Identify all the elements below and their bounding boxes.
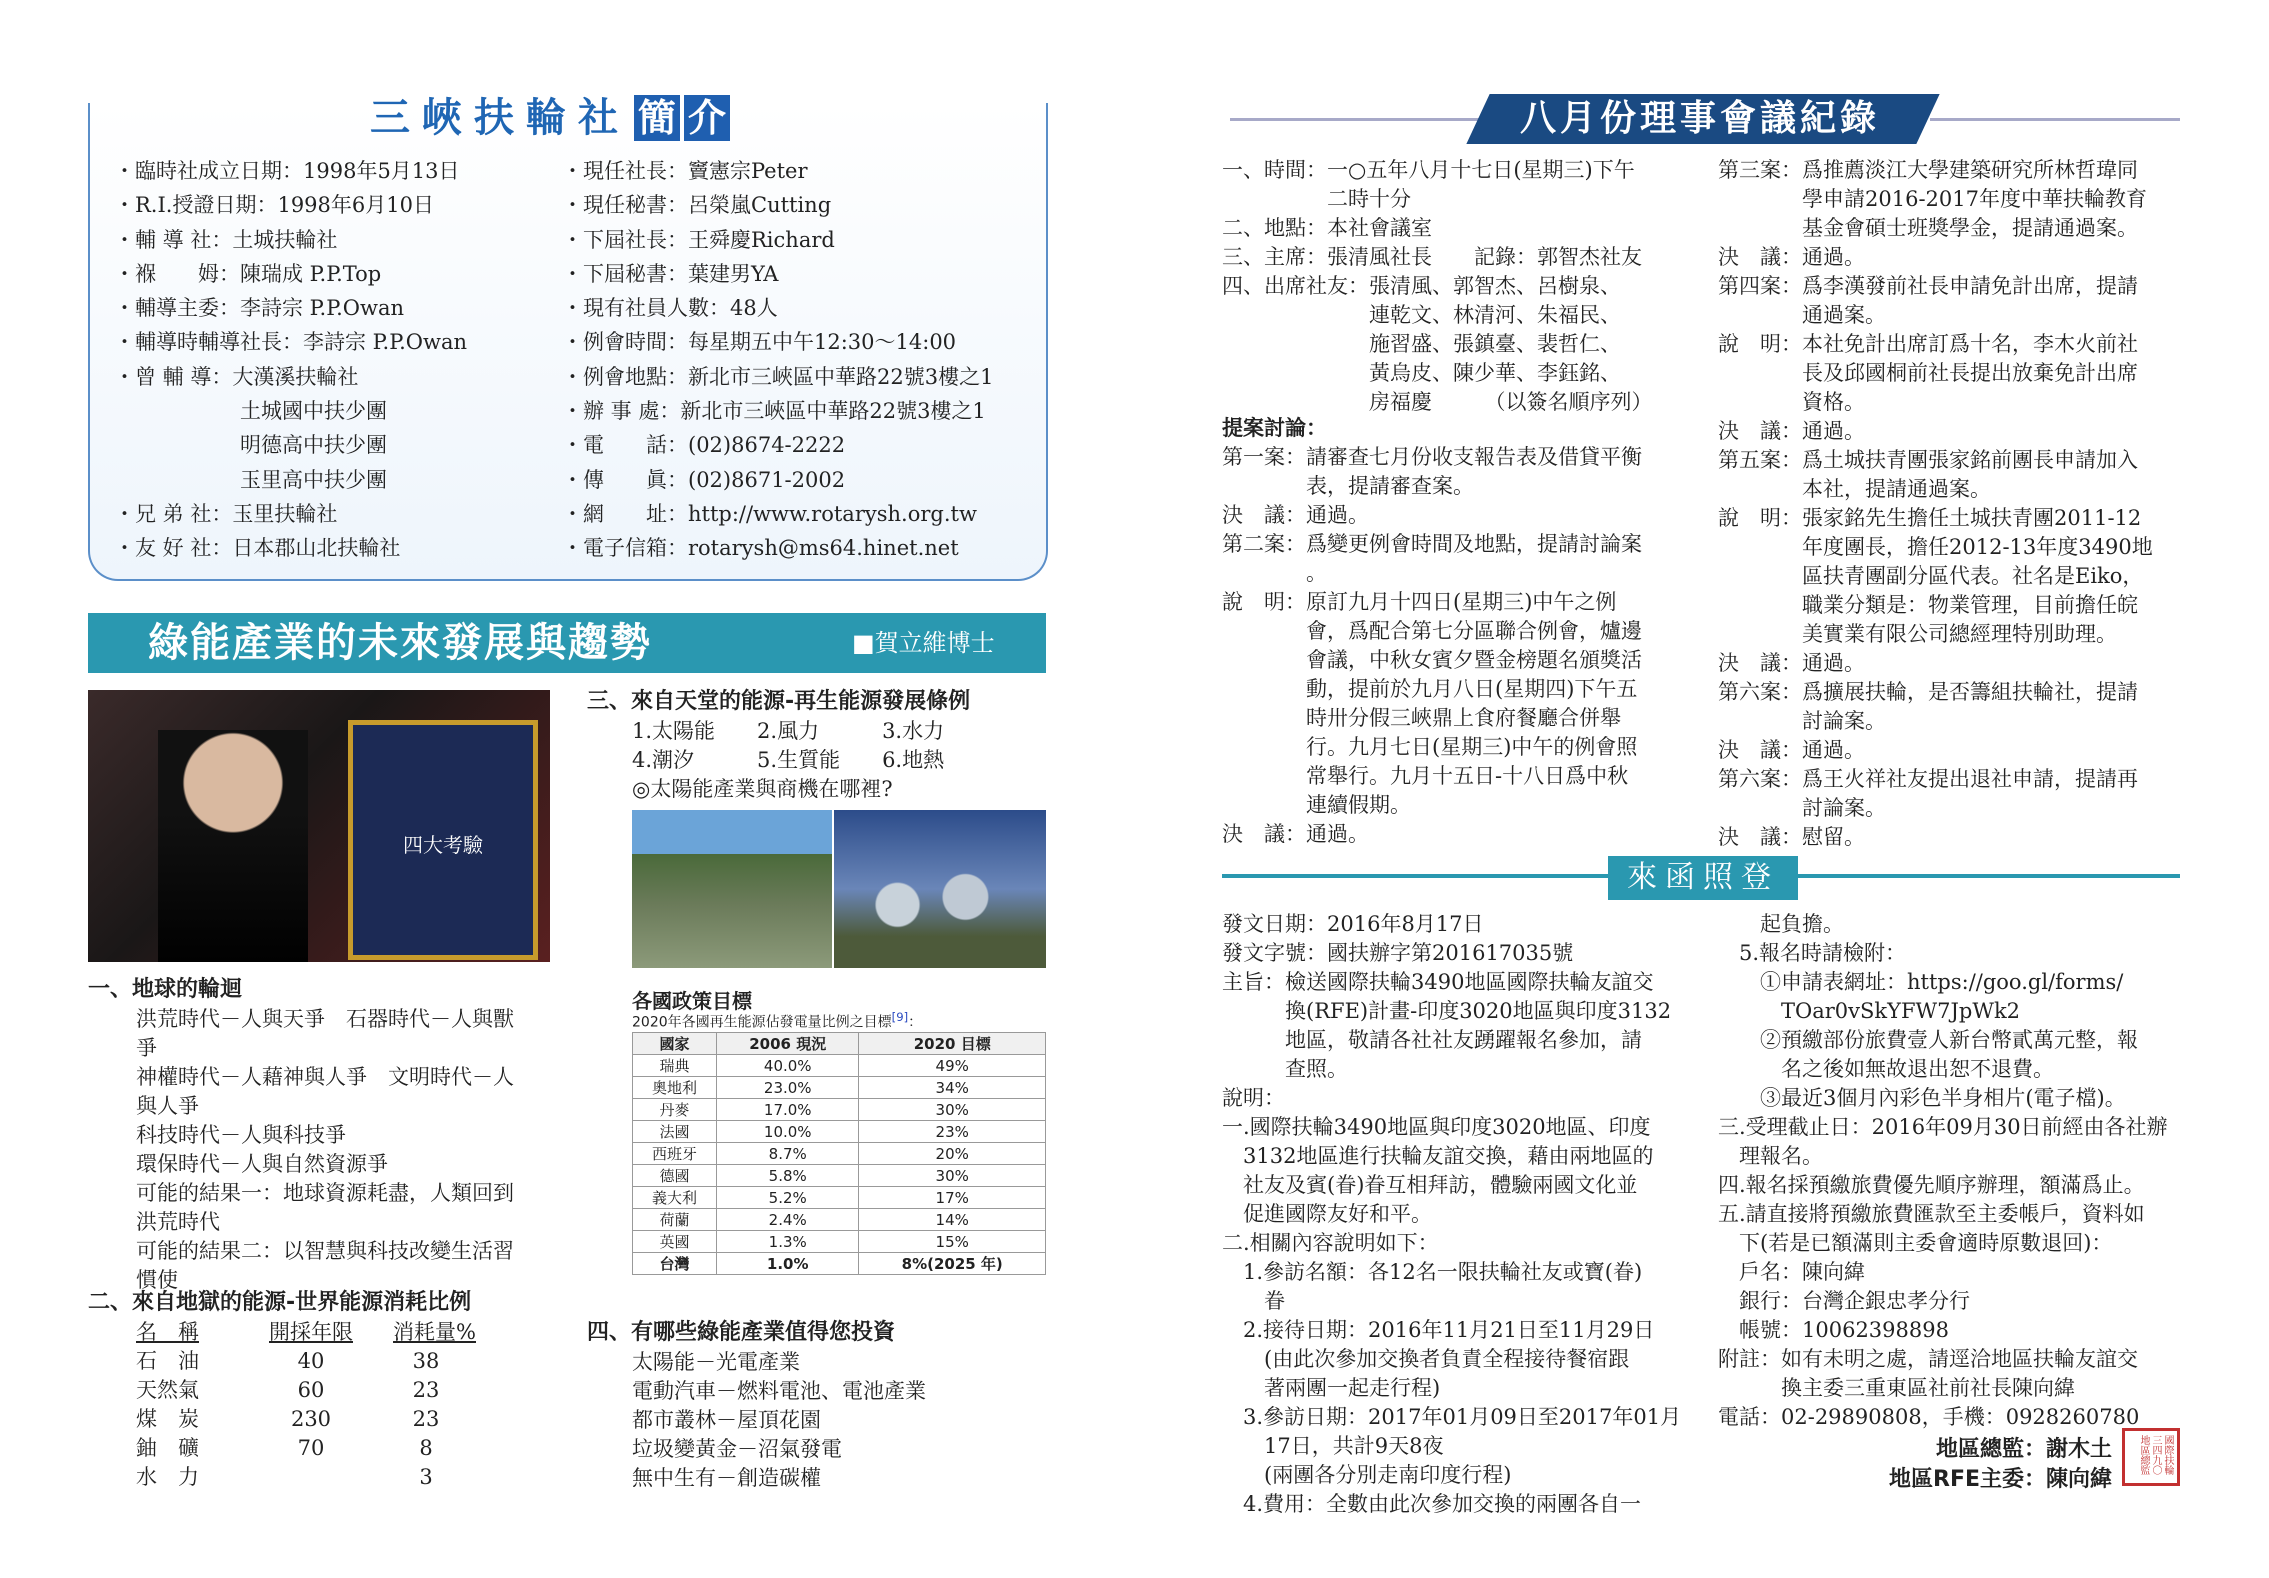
text-line: 著兩團一起走行程) (1222, 1376, 1441, 1400)
text-line: 資格。 (1718, 390, 1865, 414)
text-line: 可能的結果二：以智慧與科技改變生活習 (136, 1239, 514, 1263)
energy-cell: 水 力 (136, 1465, 199, 1489)
text-line: 說 明：原訂九月十四日(星期三)中午之例 (1222, 590, 1617, 614)
text-line: 討論案。 (1718, 709, 1886, 733)
text-line: 銀行：台灣企銀忠孝分行 (1718, 1289, 1970, 1313)
energy-cell: 天然氣 (136, 1378, 199, 1402)
text-line: 第二案：爲變更例會時間及地點，提請討論案 (1222, 532, 1642, 556)
text-line: 洪荒時代 (136, 1210, 220, 1234)
text-line: 查照。 (1222, 1057, 1348, 1081)
photo-sign-text: 四大考驗 (403, 833, 483, 857)
text-line: 太陽能－光電產業 (632, 1350, 800, 1374)
text-line: 慣使 (136, 1268, 178, 1292)
policy-cell: 17% (859, 1187, 1046, 1209)
policy-cell: 23.0% (717, 1077, 859, 1099)
text-line: 4.費用：全數由此次參加交換的兩團各自一 (1222, 1492, 1642, 1516)
text-line: 主旨：檢送國際扶輪3490地區國際扶輪友誼交 (1222, 970, 1654, 994)
energy-cell: 40 (297, 1349, 325, 1373)
policy-cell: 1.3% (717, 1231, 859, 1253)
policy-cell: 丹麥 (633, 1099, 717, 1121)
energy-row (136, 1376, 476, 1405)
text-line: 時卅分假三峽鼎上食府餐廳合併舉 (1222, 706, 1621, 730)
text-line: 通過案。 (1718, 303, 1886, 327)
meeting-proposals (1222, 443, 1642, 849)
solar-dishes-photo (834, 810, 1046, 968)
intro-left-column (114, 154, 467, 566)
text-line: 學申請2016-2017年度中華扶輪教育 (1718, 187, 2147, 211)
text-line: 五.請直接將預繳旅費匯款至主委帳戶，資料如 (1718, 1202, 2145, 1226)
text-line: 1.參訪名額：各12名一限扶輪社友或寶(眷) (1222, 1260, 1643, 1284)
text-line: 二.相關內容說明如下： (1222, 1231, 1439, 1255)
policy-cell: 15% (859, 1231, 1046, 1253)
text-line: 洪荒時代－人與天爭 石器時代－人與獸 (136, 1007, 514, 1031)
text-line: 17日，共計9天8夜 (1222, 1434, 1444, 1458)
policy-cell: 20% (859, 1143, 1046, 1165)
policy-row (633, 1055, 1046, 1077)
text-line: 社友及賓(眷)眷互相拜訪，體驗兩國文化並 (1222, 1173, 1638, 1197)
text-line: 黃烏皮、陳少華、李鈺銘、 (1222, 361, 1621, 385)
text-line: 本社，提請通過案。 (1718, 477, 1991, 501)
policy-header-row (633, 1033, 1046, 1055)
text-line: ・曾 輔 導：大漢溪扶輪社 (114, 364, 359, 389)
text-line: ・現任秘書：呂榮嵐Cutting (562, 193, 832, 218)
text-line: 電話：02-29890808，手機：0928260780 (1718, 1405, 2140, 1429)
text-line: (兩團各分別走南印度行程) (1222, 1463, 1512, 1487)
energy-header-cell: 開採年限 (269, 1320, 353, 1344)
energy-cell: 70 (297, 1436, 325, 1460)
policy-table-wrap (632, 1032, 1046, 1275)
policy-table (632, 1032, 1046, 1275)
policy-cell: 5.2% (717, 1187, 859, 1209)
text-line: 決 議：慰留。 (1718, 825, 1865, 849)
energy-cell: 230 (290, 1407, 332, 1431)
policy-cell: 5.8% (717, 1165, 859, 1187)
letters-title: 來函照登 (1608, 856, 1798, 900)
text-line: 會，爲配合第七分區聯合例會，爐邊 (1222, 619, 1642, 643)
proposal-heading: 提案討論： (1222, 416, 1327, 440)
text-line: ・R.I.授證日期：1998年6月10日 (114, 193, 434, 218)
text-line: 可能的結果一：地球資源耗盡，人類回到 (136, 1181, 514, 1205)
text-line: ・例會地點：新北市三峽區中華路22號3樓之1 (562, 364, 994, 389)
text-line: 眷 (1222, 1289, 1285, 1313)
text-line: 決 議：通過。 (1718, 738, 1865, 762)
text-line: 職業分類是：物業管理，目前擔任皖 (1718, 593, 2138, 617)
text-line: 一.國際扶輪3490地區與印度3020地區、印度 (1222, 1115, 1651, 1139)
text-line: 垃圾變黃金－沼氣發電 (632, 1437, 842, 1461)
policy-header-cell: 2020 目標 (859, 1033, 1046, 1055)
text-line: 四、出席社友：張清風、郭智杰、呂樹泉、 (1222, 274, 1621, 298)
letters-right-column (1718, 910, 2168, 1432)
text-line: 電動汽車－燃料電池、電池產業 (632, 1379, 926, 1403)
text-line: ・輔導時輔導社長：李詩宗 P.P.Owan (114, 330, 468, 355)
text-line: 說 明：張家銘先生擔任土城扶青團2011-12 (1718, 506, 2142, 530)
policy-row (633, 1253, 1046, 1275)
text-line: 換(RFE)計畫-印度3020地區與印度3132 (1222, 999, 1672, 1023)
text-line: ・臨時社成立日期：1998年5月13日 (114, 159, 460, 183)
text-line: 施習盛、張鎮臺、裴哲仁、 (1222, 332, 1621, 356)
text-line: ・辦 事 處：新北市三峽區中華路22號3樓之1 (562, 399, 986, 424)
policy-cell: 台灣 (633, 1253, 717, 1275)
text-line: ・例會時間：每星期五中午12:30～14:00 (562, 330, 957, 355)
text-line: 4.潮汐 5.生質能 6.地熱 (632, 748, 945, 772)
policy-row (633, 1231, 1046, 1253)
text-line: 名之後如無故退出恕不退費。 (1718, 1057, 2054, 1081)
policy-cell: 奧地利 (633, 1077, 717, 1099)
energy-cell: 8 (419, 1436, 433, 1460)
energy-cell: 煤 炭 (136, 1407, 199, 1431)
text-line: 連續假期。 (1222, 793, 1411, 817)
text-line: 發文日期：2016年8月17日 (1222, 912, 1484, 936)
section-1-title: 一、地球的輪迴 (88, 977, 243, 1002)
text-line: 房福慶 （以簽名順序列） (1222, 390, 1653, 414)
text-line: 第五案：爲土城扶青團張家銘前團長申請加入 (1718, 448, 2138, 472)
text-line: 與人爭 (136, 1094, 199, 1118)
text-line: ・下屆秘書：葉建男YA (562, 261, 779, 286)
text-line: 玉里高中扶少團 (114, 467, 387, 492)
text-line: ②預繳部份旅費壹人新台幣貳萬元整，報 (1718, 1028, 2138, 1052)
meeting-title: 八月份理事會議紀錄 (1520, 98, 1881, 139)
energy-cell (246, 1463, 376, 1492)
energy-cell: 23 (412, 1378, 440, 1402)
energy-row (136, 1405, 476, 1434)
energy-cell: 60 (297, 1378, 325, 1402)
policy-row (633, 1209, 1046, 1231)
energy-table (136, 1318, 476, 1492)
policy-row (633, 1187, 1046, 1209)
article-author: ■賀立維博士 (852, 629, 995, 657)
section-1-body (136, 1005, 514, 1295)
energy-cell: 鈾 礦 (136, 1436, 199, 1460)
policy-cell: 義大利 (633, 1187, 717, 1209)
text-line: 常舉行。九月十五日-十八日爲中秋 (1222, 764, 1629, 788)
text-line: ③最近3個月內彩色半身相片(電子檔)。 (1718, 1086, 2126, 1110)
text-line: 一、時間：一○五年八月十七日(星期三)下午 (1222, 158, 1635, 182)
energy-cell: 23 (412, 1407, 440, 1431)
text-line: ・友 好 社：日本郡山北扶輪社 (114, 536, 401, 561)
policy-cell: 法國 (633, 1121, 717, 1143)
text-line: 發文字號：國扶辦字第201617035號 (1222, 941, 1574, 965)
policy-cell: 德國 (633, 1165, 717, 1187)
meeting-rule-right (1930, 118, 2180, 121)
energy-header-cell: 消耗量% (393, 1320, 476, 1344)
text-line: 二時十分 (1222, 187, 1411, 211)
policy-header-cell: 國家 (633, 1033, 717, 1055)
energy-header-cell: 名 稱 (136, 1320, 199, 1344)
policy-row (633, 1121, 1046, 1143)
text-line: 都市叢林－屋頂花園 (632, 1408, 821, 1432)
text-line: ・電子信箱：rotarysh@ms64.hinet.net (562, 536, 959, 561)
text-line: 土城國中扶少團 (114, 399, 387, 424)
text-line: 1.太陽能 2.風力 3.水力 (632, 719, 945, 743)
text-line: 表，提請審查案。 (1222, 474, 1474, 498)
text-line: 帳號：10062398898 (1718, 1318, 1949, 1342)
policy-cell: 西班牙 (633, 1143, 717, 1165)
text-line: ・傳 眞：(02)8671-2002 (562, 467, 846, 492)
policy-cell: 瑞典 (633, 1055, 717, 1077)
section-4-body (632, 1348, 926, 1493)
text-line: ・現有社員人數：48人 (562, 296, 778, 321)
text-line: 附註：如有未明之處，請逕洽地區扶輪友誼交 (1718, 1347, 2138, 1371)
text-line: ・輔 導 社：土城扶輪社 (114, 227, 338, 252)
policy-cell: 荷蘭 (633, 1209, 717, 1231)
meeting-rule-left (1230, 118, 1480, 121)
text-line: TOar0vSkYFW7JpWk2 (1718, 999, 2021, 1023)
policy-header-cell: 2006 現況 (717, 1033, 859, 1055)
section-2-title: 二、來自地獄的能源-世界能源消耗比例 (88, 1290, 472, 1315)
letters-left-column (1222, 910, 1681, 1519)
signature-rfe-chair: 地區RFE主委：陳向緯 (1889, 1467, 2112, 1492)
text-line: 決 議：通過。 (1222, 503, 1369, 527)
policy-cell: 30% (859, 1165, 1046, 1187)
policy-cell: 2.4% (717, 1209, 859, 1231)
text-line: ・網 址：http://www.rotarysh.org.tw (562, 501, 977, 526)
policy-cell: 49% (859, 1055, 1046, 1077)
policy-cell: 10.0% (717, 1121, 859, 1143)
text-line: ・輔導主委：李詩宗 P.P.Owan (114, 296, 405, 321)
text-line: 長及邱國桐前社長提出放棄免計出席 (1718, 361, 2138, 385)
policy-row (633, 1099, 1046, 1121)
text-line: 地區，敬請各社社友踴躍報名參加，請 (1222, 1028, 1642, 1052)
energy-row (136, 1463, 476, 1492)
text-line: 換主委三重東區社前社長陳向緯 (1718, 1376, 2075, 1400)
meeting-right-column (1718, 156, 2153, 852)
text-line: 美實業有限公司總經理特別助理。 (1718, 622, 2117, 646)
text-line: 5.報名時請檢附： (1718, 941, 1907, 965)
text-line: 無中生有－創造碳權 (632, 1466, 821, 1490)
signature-governor: 地區總監：謝木土 (1935, 1437, 2112, 1462)
text-line: 下(若是已額滿則主委會適時原數退回)： (1718, 1231, 2113, 1255)
text-line: 說明： (1222, 1086, 1285, 1110)
policy-cell: 英國 (633, 1231, 717, 1253)
text-line: 說 明：本社免計出席訂爲十名，李木火前社 (1718, 332, 2138, 356)
text-line: 會議，中秋女賓夕暨金榜題名頒獎活 (1222, 648, 1642, 672)
energy-cell: 石 油 (136, 1349, 199, 1373)
intro-title: 三峽扶輪社 簡 介 (370, 86, 730, 143)
text-line: ・電 話：(02)8674-2222 (562, 433, 846, 458)
speaker-photo (88, 690, 550, 962)
intro-right-column (562, 154, 993, 566)
text-line: 。 (1222, 561, 1327, 585)
policy-cell: 34% (859, 1077, 1046, 1099)
intro-badge-2: 介 (684, 95, 730, 141)
section-3-title: 三、來自天堂的能源-再生能源發展條例 (587, 689, 971, 714)
energy-row (136, 1434, 476, 1463)
policy-cell: 40.0% (717, 1055, 859, 1077)
policy-cell: 14% (859, 1209, 1046, 1231)
energy-cell: 3 (419, 1465, 433, 1489)
text-line: 戶名：陳向緯 (1718, 1260, 1865, 1284)
section-4-title: 四、有哪些綠能產業值得您投資 (587, 1320, 896, 1345)
policy-cell: 8%(2025 年) (859, 1253, 1046, 1275)
text-line: 2.接待日期：2016年11月21日至11月29日 (1222, 1318, 1655, 1342)
policy-row (633, 1143, 1046, 1165)
text-line: 決 議：通過。 (1222, 822, 1369, 846)
district-seal: 國際扶輪三四九〇地區總監 (2122, 1428, 2180, 1486)
section-3-body (632, 717, 944, 804)
solar-panels-photo (632, 810, 832, 968)
text-line: ①申請表網址：https://goo.gl/forms/ (1718, 970, 2124, 994)
text-line: 連乾文、林清河、朱福民、 (1222, 303, 1621, 327)
text-line: 3132地區進行扶輪友誼交換，藉由兩地區的 (1222, 1144, 1654, 1168)
text-line: 3.參訪日期：2017年01月09日至2017年01月 (1222, 1405, 1682, 1429)
text-line: 第一案：請審查七月份收支報告表及借貸平衡 (1222, 445, 1642, 469)
text-line: 年度團長，擔任2012-13年度3490地 (1718, 535, 2153, 559)
text-line: 決 議：通過。 (1718, 419, 1865, 443)
text-line: ・褓 姆：陳瑞成 P.P.Top (114, 261, 382, 286)
text-line: ◎太陽能產業與商機在哪裡? (632, 777, 893, 801)
policy-cell: 1.0% (717, 1253, 859, 1275)
text-line: 第六案：爲王火祥社友提出退社申請，提請再 (1718, 767, 2138, 791)
text-line: ・現任社長：竇憲宗Peter (562, 159, 808, 183)
policy-cell: 23% (859, 1121, 1046, 1143)
text-line: 第六案：爲擴展扶輪，是否籌組扶輪社，提請 (1718, 680, 2138, 704)
energy-row (136, 1347, 476, 1376)
policy-title: 各國政策目標 (632, 989, 752, 1013)
text-line: 第三案：爲推薦淡江大學建築研究所林哲瑋同 (1718, 158, 2138, 182)
policy-row (633, 1077, 1046, 1099)
text-line: (由此次參加交換者負責全程接待餐宿跟 (1222, 1347, 1630, 1371)
text-line: 爭 (136, 1036, 157, 1060)
text-line: 促進國際友好和平。 (1222, 1202, 1432, 1226)
policy-cell: 30% (859, 1099, 1046, 1121)
text-line: 行。九月七日(星期三)中午的例會照 (1222, 735, 1638, 759)
policy-caption: 2020年各國再生能源佔發電量比例之目標[9]： (632, 1010, 923, 1031)
text-line: 決 議：通過。 (1718, 651, 1865, 675)
text-line: 四.報名採預繳旅費優先順序辦理，額滿爲止。 (1718, 1173, 2145, 1197)
text-line: 三、主席：張清風社長 記錄：郭智杰社友 (1222, 245, 1642, 269)
policy-cell: 8.7% (717, 1143, 859, 1165)
text-line: 神權時代－人藉神與人爭 文明時代－人 (136, 1065, 514, 1089)
text-line: 第四案：爲李漢發前社長申請免計出席，提請 (1718, 274, 2138, 298)
text-line: 環保時代－人與自然資源爭 (136, 1152, 388, 1176)
energy-cell: 38 (412, 1349, 440, 1373)
text-line: 科技時代－人與科技爭 (136, 1123, 346, 1147)
policy-row (633, 1165, 1046, 1187)
text-line: 區扶青團副分區代表。社名是Eiko， (1718, 564, 2144, 588)
text-line: 決 議：通過。 (1718, 245, 1865, 269)
text-line: 動，提前於九月八日(星期四)下午五 (1222, 677, 1638, 701)
text-line: ・兄 弟 社：玉里扶輪社 (114, 501, 338, 526)
text-line: 討論案。 (1718, 796, 1886, 820)
article-title: 綠能產業的未來發展與趨勢 (148, 620, 652, 666)
meeting-left-column (1222, 156, 1653, 417)
text-line: 三.受理截止日：2016年09月30日前經由各社辦 (1718, 1115, 2168, 1139)
text-line: 理報名。 (1718, 1144, 1823, 1168)
text-line: 明德高中扶少團 (114, 433, 387, 458)
text-line: 基金會碩士班獎學金，提請通過案。 (1718, 216, 2138, 240)
policy-cell: 17.0% (717, 1099, 859, 1121)
text-line: 二、地點：本社會議室 (1222, 216, 1432, 240)
text-line: ・下屆社長：王舜慶Richard (562, 227, 835, 252)
energy-header-row (136, 1318, 476, 1347)
intro-badge-1: 簡 (634, 95, 680, 141)
text-line: 起負擔。 (1718, 912, 1844, 936)
